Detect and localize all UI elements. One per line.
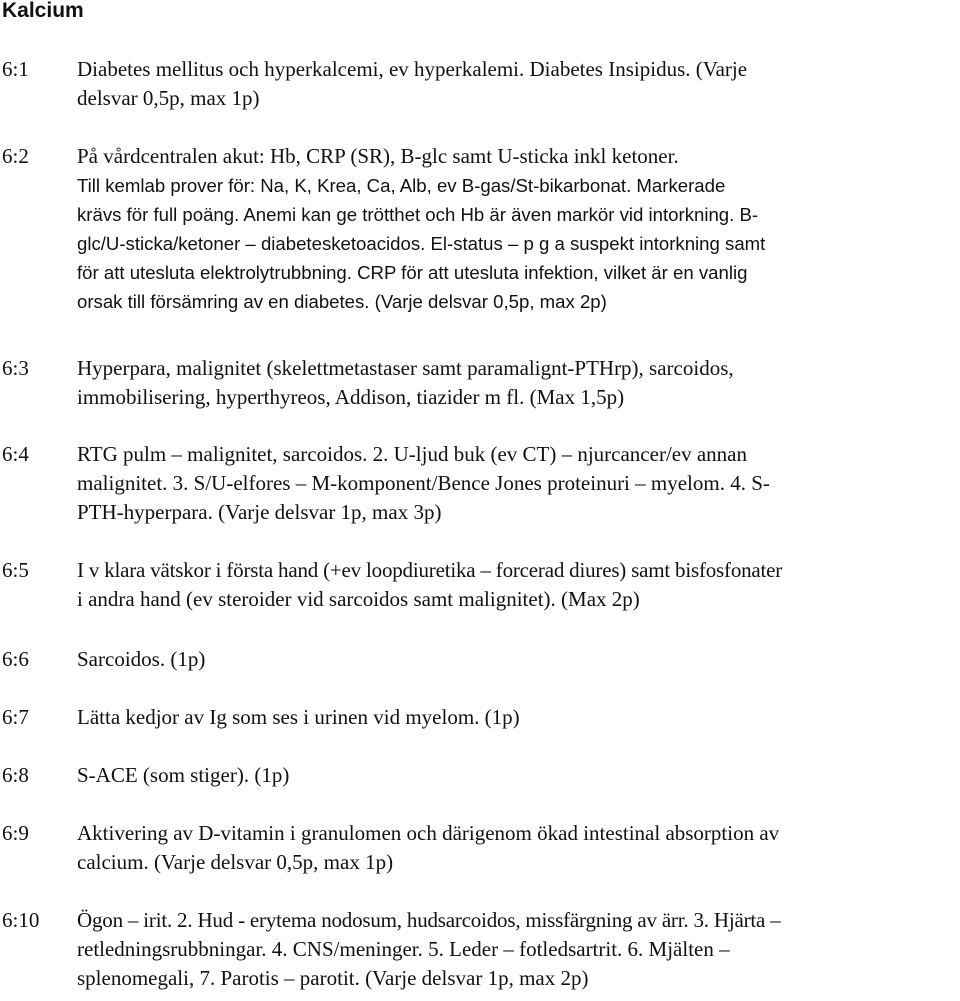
item-text xyxy=(77,819,957,877)
item-text xyxy=(77,55,957,113)
section-heading: Kalcium xyxy=(2,0,84,22)
item-number: 6:2 xyxy=(2,144,29,168)
text-line: Sarcoidos. (1p) xyxy=(77,647,206,671)
item-number: 6:3 xyxy=(2,356,29,380)
text-line: PTH-hyperpara. (Varje delsvar 1p, max 3p) xyxy=(77,500,442,524)
item-text xyxy=(77,354,957,412)
text-line: splenomegali, 7. Parotis – parotit. (Varje delsvar 1p, max 2p) xyxy=(77,966,589,990)
text-line: I v klara vätskor i första hand (+ev loopdiuretika – forcerad diures) samt bisfosfonater xyxy=(77,558,783,582)
text-line: Aktivering av D-vitamin i granulomen och därigenom ökad intestinal absorption av xyxy=(77,821,780,845)
item-text xyxy=(77,703,957,732)
item-number: 6:1 xyxy=(2,57,29,81)
text-line: immobilisering, hyperthyreos, Addison, tiazider m fl. (Max 1,5p) xyxy=(77,385,625,409)
item-number: 6:10 xyxy=(2,908,40,932)
item-text xyxy=(77,440,957,527)
item-text xyxy=(77,142,957,316)
text-line: Hyperpara, malignitet (skelettmetastaser samt paramalignt-PTHrp), sarcoidos, xyxy=(77,356,734,380)
text-line: malignitet. 3. S/U-elfores – M-komponent/Bence Jones proteinuri – myelom. 4. S- xyxy=(77,471,770,495)
text-line: Lätta kedjor av Ig som ses i urinen vid myelom. (1p) xyxy=(77,705,520,729)
text-line: glc/U-sticka/ketoner – diabetesketoacidos. El-status – p g a suspekt intorkning samt xyxy=(77,233,766,254)
text-line: Diabetes mellitus och hyperkalcemi, ev hyperkalemi. Diabetes Insipidus. (Varje xyxy=(77,57,748,81)
item-number: 6:8 xyxy=(2,763,29,787)
text-line: orsak till försämring av en diabetes. (Varje delsvar 0,5p, max 2p) xyxy=(77,291,607,312)
item-number: 6:7 xyxy=(2,705,29,729)
text-line: krävs för full poäng. Anemi kan ge trötthet och Hb är även markör vid intorkning. B- xyxy=(77,204,759,225)
text-line: S-ACE (som stiger). (1p) xyxy=(77,763,290,787)
item-text xyxy=(77,645,957,674)
item-text xyxy=(77,556,957,614)
text-line: retledningsrubbningar. 4. CNS/meninger. 5. Leder – fotledsartrit. 6. Mjälten – xyxy=(77,937,730,961)
item-number: 6:5 xyxy=(2,558,29,582)
text-line: delsvar 0,5p, max 1p) xyxy=(77,86,260,110)
item-text xyxy=(77,906,957,993)
item-number: 6:9 xyxy=(2,821,29,845)
text-line: Ögon – irit. 2. Hud - erytema nodosum, hudsarcoidos, missfärgning av ärr. 3. Hjärta – xyxy=(77,908,781,932)
text-line: i andra hand (ev steroider vid sarcoidos samt malignitet). (Max 2p) xyxy=(77,587,640,611)
text-line: RTG pulm – malignitet, sarcoidos. 2. U-ljud buk (ev CT) – njurcancer/ev annan xyxy=(77,442,747,466)
text-line: för att utesluta elektrolytrubbning. CRP för att utesluta infektion, vilket är en vanlig xyxy=(77,262,748,283)
text-line: Till kemlab prover för: Na, K, Krea, Ca, Alb, ev B-gas/St-bikarbonat. Markerade xyxy=(77,175,726,196)
text-line: calcium. (Varje delsvar 0,5p, max 1p) xyxy=(77,850,394,874)
item-text xyxy=(77,761,957,790)
text-line: På vårdcentralen akut: Hb, CRP (SR), B-glc samt U-sticka inkl ketoner. xyxy=(77,144,679,168)
item-number: 6:6 xyxy=(2,647,29,671)
item-number: 6:4 xyxy=(2,442,29,466)
